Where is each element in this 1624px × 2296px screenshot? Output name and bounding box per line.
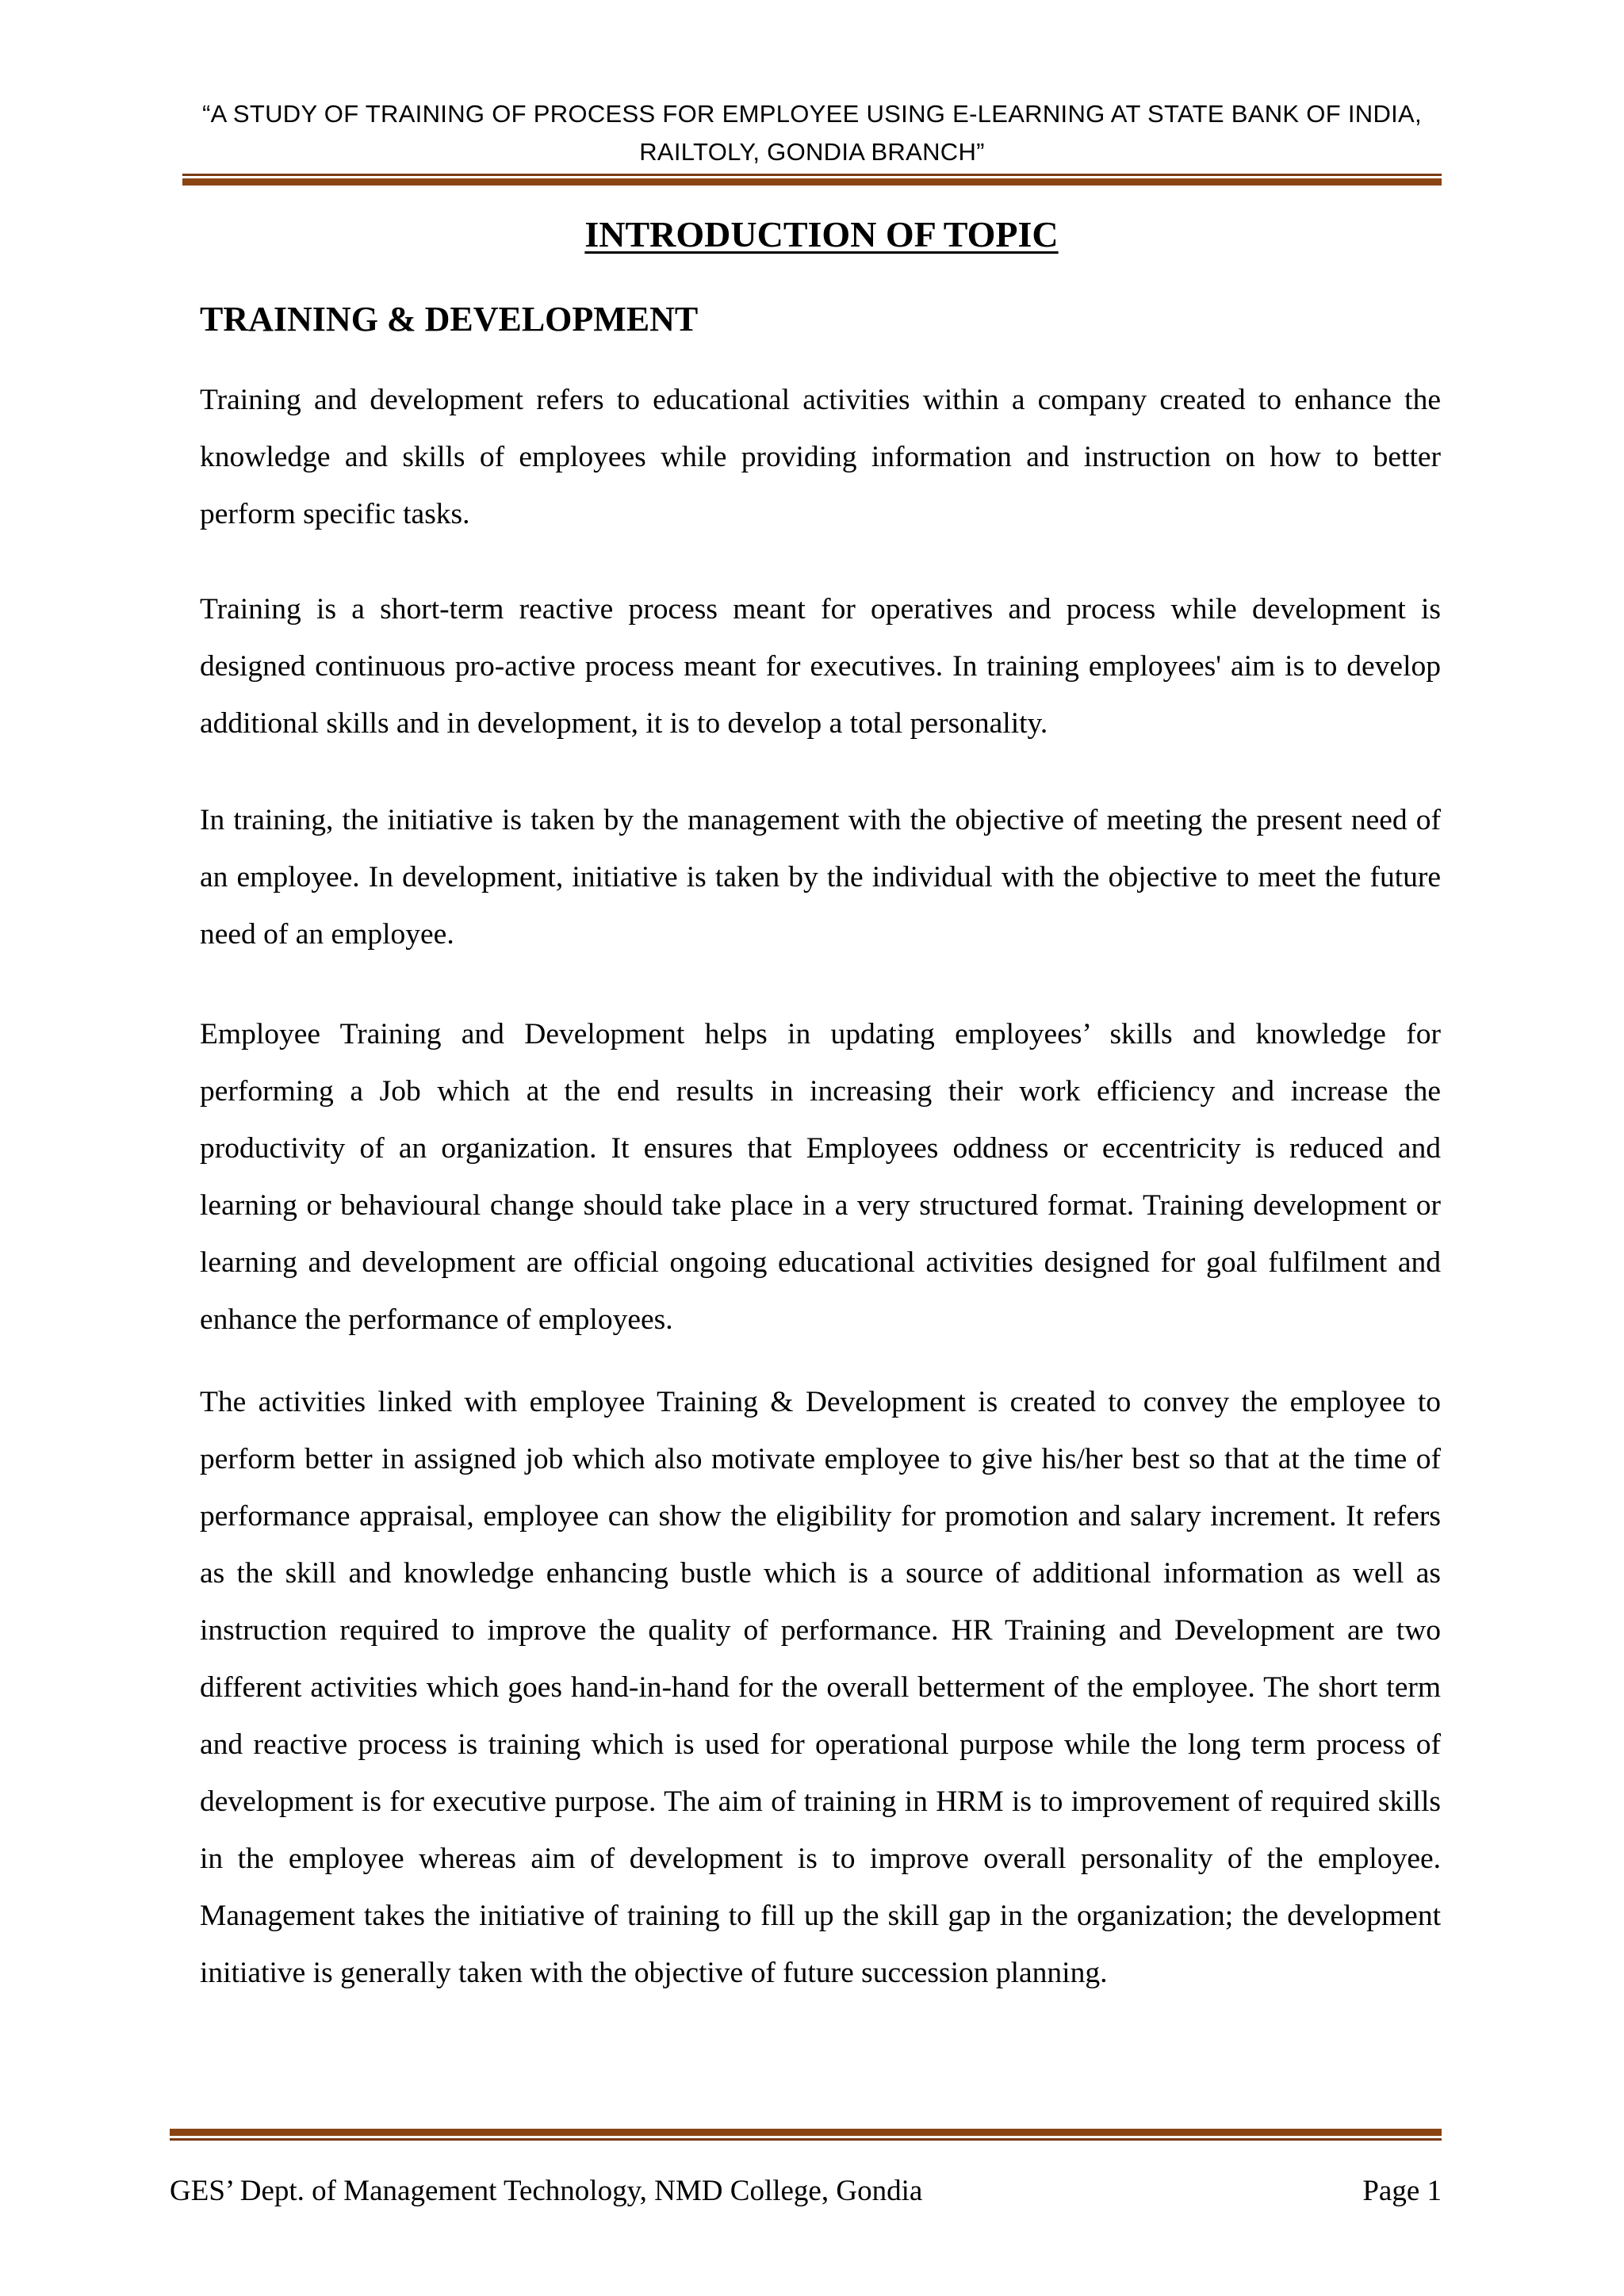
paragraph-3: In training, the initiative is taken by the management with the objective of meeting the present need of an employee. In development, initiative is taken by the individual with the objective to meet the future need of an employee. [200,804,1441,951]
paragraph-5: The activities linked with employee Training & Development is created to convey the employee to perform better in assigned job which also motivate employee to give his/her best so that at the time of performance appraisal, employee can show the eligibility for promotion and salary increment. It refers as the skill and knowledge enhancing bustle which is a source of additional information as well as instruction required to improve the quality of performance. HR Training and Development are two different activities which goes hand-in-hand for the overall betterment of the employee. The short term and reactive process is training which is used for operational purpose while the long term process of development is for executive purpose. The aim of training in HRM is to improvement of required skills in the employee whereas aim of development is to improve overall personality of the employee. Management takes the initiative of training to fill up the skill gap in the organization; the development initiative is generally taken with the objective of future succession planning. [200,1386,1441,1989]
footer-page-number: Page 1 [1362,2175,1442,2207]
header-rule-thick [182,178,1442,186]
header-rule-thin [182,174,1442,176]
subheading: TRAINING & DEVELOPMENT [200,300,699,339]
running-header-title: “A STUDY OF TRAINING OF PROCESS FOR EMPLOYEE USING E-LEARNING AT STATE BANK OF INDIA, RAILTOLY, GONDIA BRANCH” [202,100,1422,166]
paragraph-4: Employee Training and Development helps in updating employees’ skills and knowledge for performing a Job which at the end results in increasing their work efficiency and increase the productivity of an organization. It ensures that Employees oddness or eccentricity is reduced and learning or behavioural change should take place in a very structured format. Training development or learning and development are official ongoing educational activities designed for goal fulfilment and enhance the performance of employees. [200,1018,1441,1336]
footer-rule-thin [170,2138,1442,2141]
footer-rule-thick [170,2129,1442,2136]
paragraph-1: Training and development refers to educational activities within a company created to enhance the knowledge and skills of employees while providing information and instruction on how to better perform specific tasks. [200,384,1441,530]
paragraph-2: Training is a short-term reactive process meant for operatives and process while development is designed continuous pro-active process meant for executives. In training employees' aim is to develop additional skills and in development, it is to develop a total personality. [200,593,1441,740]
footer-department: GES’ Dept. of Management Technology, NMD College, Gondia [170,2175,923,2207]
section-title: INTRODUCTION OF TOPIC [584,214,1059,254]
